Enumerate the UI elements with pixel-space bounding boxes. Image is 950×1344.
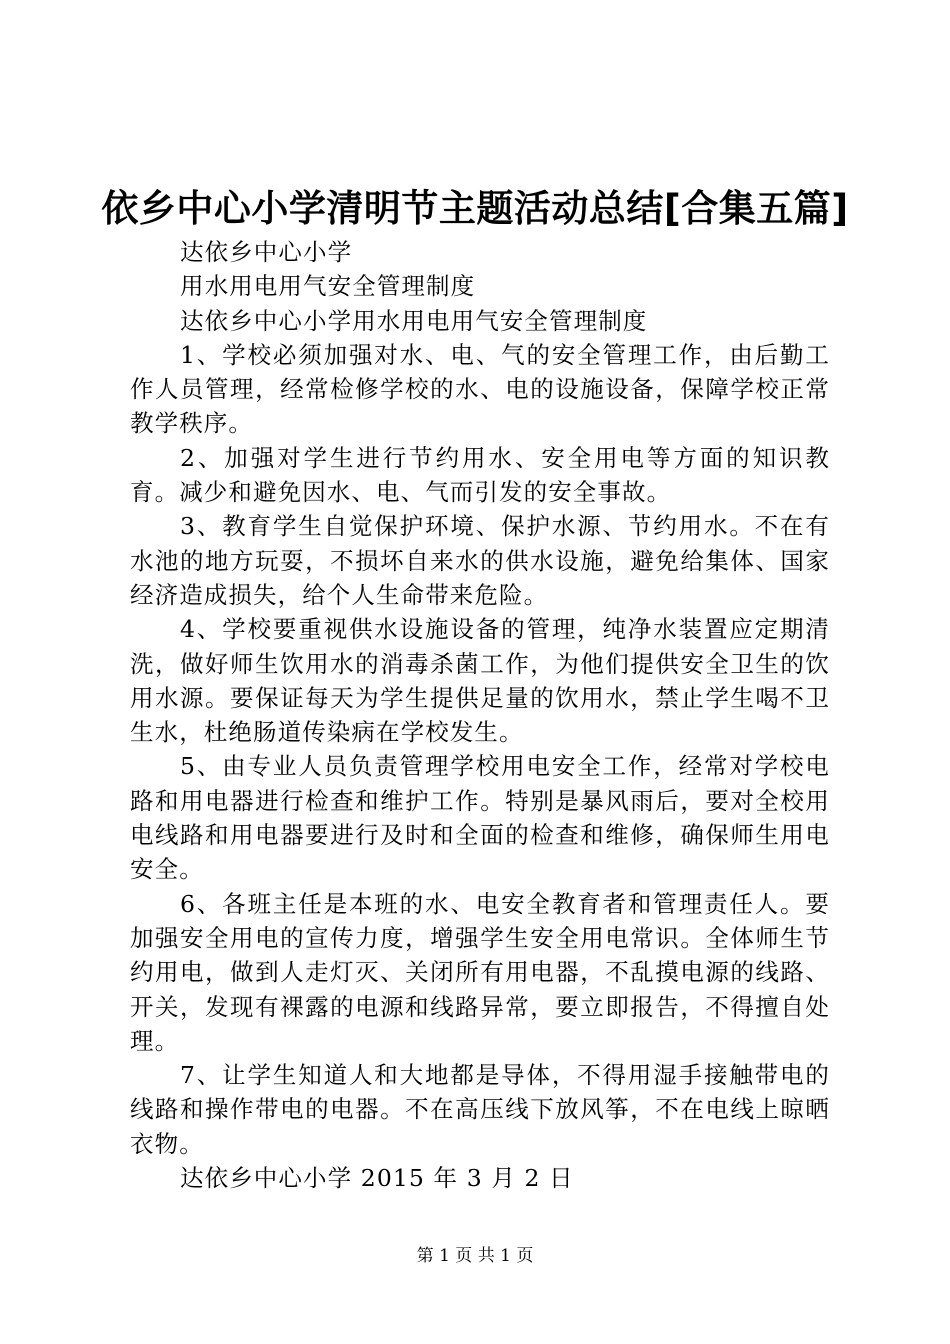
regulation-heading: 用水用电用气安全管理制度 — [180, 272, 476, 301]
rule-item-4: 4、学校要重视供水设施设备的管理，纯净水装置应定期清洗，做好师生饮用水的消毒杀菌工作，为他们提供安全卫生的饮用水源。要保证每天为学生提供足量的饮用水，禁止学生喝不卫生水，杜绝肠道传染病在学校发生。 — [130, 615, 830, 747]
rule-item-2: 2、加强对学生进行节约用水、安全用电等方面的知识教育。减少和避免因水、电、气而引发的安全事故。 — [130, 443, 830, 507]
rule-item-1: 1、学校必须加强对水、电、气的安全管理工作，由后勤工作人员管理，经常检修学校的水、电的设施设备，保障学校正常教学秩序。 — [130, 340, 830, 438]
regulation-full-title: 达依乡中心小学用水用电用气安全管理制度 — [180, 306, 648, 335]
signature-date-line: 达依乡中心小学 2015 年 3 月 2 日 — [180, 1164, 574, 1193]
document-body — [130, 235, 830, 1195]
page-title: 依乡中心小学清明节主题活动总结[合集五篇] — [101, 187, 849, 230]
rule-item-3: 3、教育学生自觉保护环境、保护水源、节约用水。不在有水池的地方玩耍，不损坏自来水的供水设施，避免给集体、国家经济造成损失，给个人生命带来危险。 — [130, 512, 830, 609]
page-number-footer: 第 1 页 共 1 页 — [416, 1246, 534, 1266]
school-name-line: 达依乡中心小学 — [180, 238, 353, 266]
rule-item-5: 5、由专业人员负责管理学校用电安全工作，经常对学校电路和用电器进行检查和维护工作。特别是暴风雨后，要对全校用电线路和用电器要进行及时和全面的检查和维修，确保师生用电安全。 — [130, 752, 830, 884]
rule-item-6: 6、各班主任是本班的水、电安全教育者和管理责任人。要加强安全用电的宣传力度，增强学生安全用电常识。全体师生节约用电，做到人走灯灭、关闭所有用电器，不乱摸电源的线路、开关，发现有裸露的电源和线路异常，要立即报告，不得擅自处理。 — [130, 889, 830, 1055]
rule-item-7: 7、让学生知道人和大地都是导体，不得用湿手接触带电的线路和操作带电的电器。不在高压线下放风筝，不在电线上晾晒衣物。 — [130, 1061, 830, 1158]
